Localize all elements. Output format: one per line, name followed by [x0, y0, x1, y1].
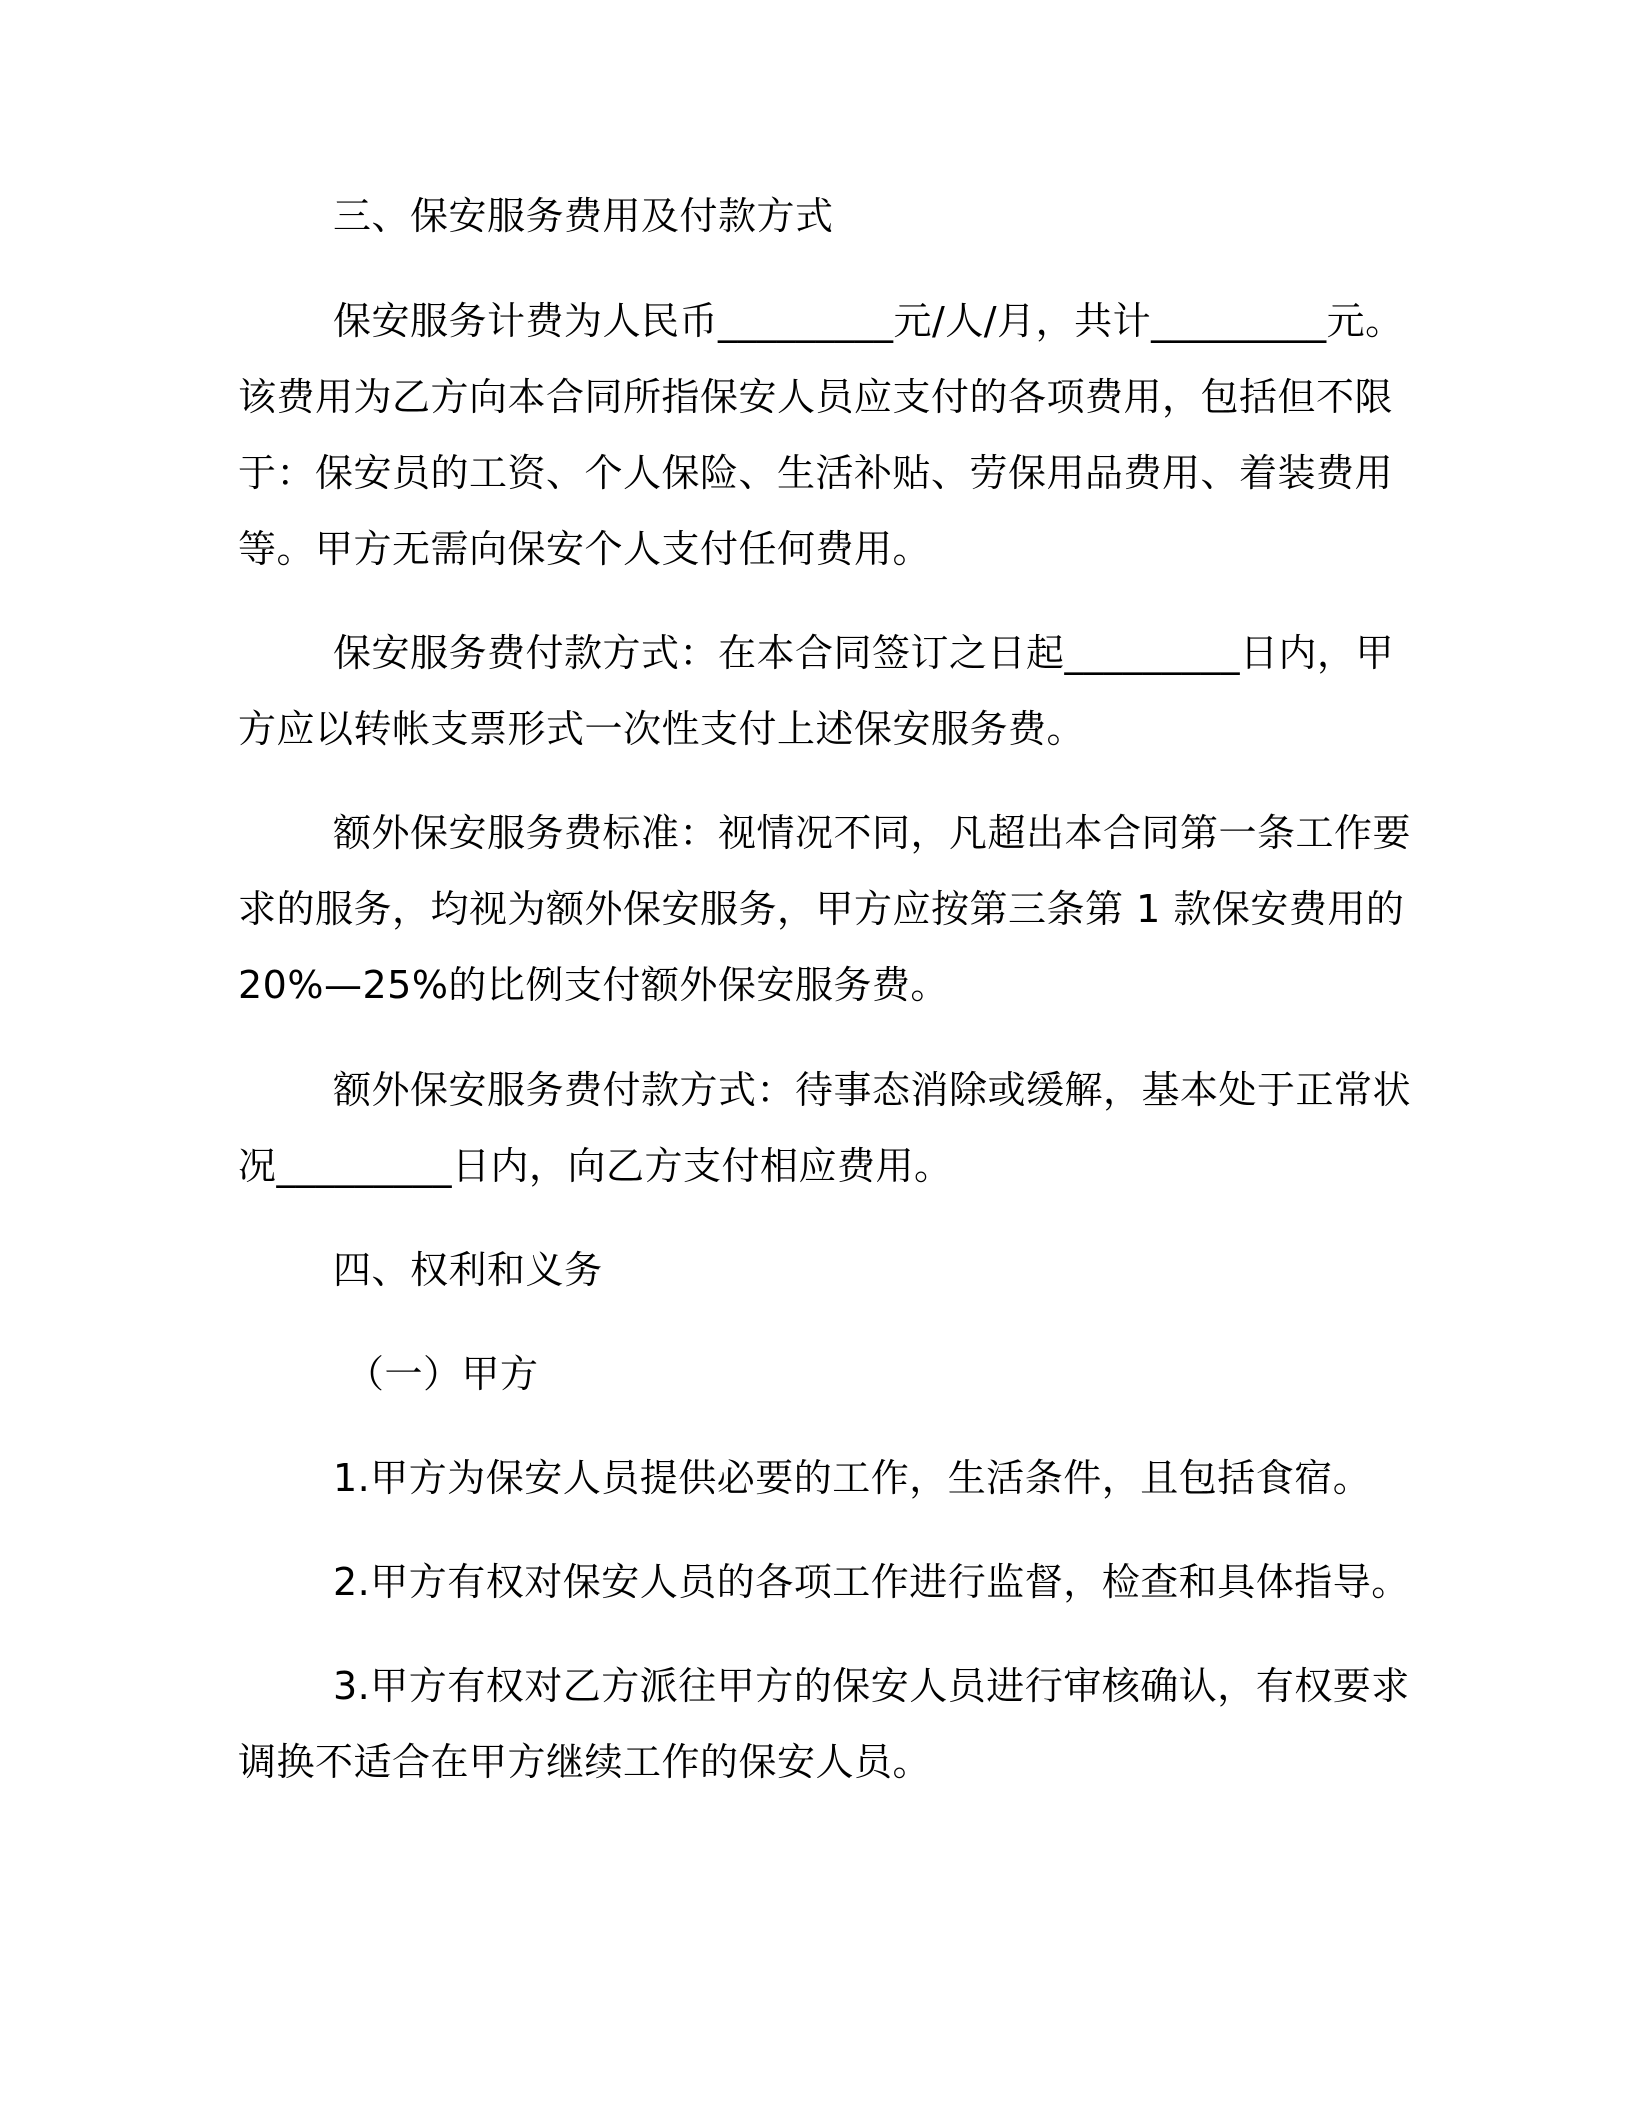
item-3-line-2: 调换不适合在甲方继续工作的保安人员。 — [238, 1740, 932, 1784]
extra-payment-line-1: 额外保安服务费付款方式：待事态消除或缓解，基本处于正常状 — [333, 1068, 1412, 1112]
extra-payment-line-2: 况_________日内，向乙方支付相应费用。 — [238, 1144, 953, 1188]
fee-line-3: 于：保安员的工资、个人保险、生活补贴、劳保用品费用、着装费用 — [238, 451, 1394, 495]
payment-line-2: 方应以转帐支票形式一次性支付上述保安服务费。 — [238, 707, 1086, 751]
extra-standard-line-2: 求的服务，均视为额外保安服务，甲方应按第三条第 1 款保安费用的 — [238, 887, 1405, 931]
item-3-line-1: 3.甲方有权对乙方派往甲方的保安人员进行审核确认，有权要求 — [333, 1664, 1410, 1708]
party-a-item-1: 1.甲方为保安人员提供必要的工作，生活条件，且包括食宿。 — [333, 1456, 1372, 1500]
extra-standard-line-3: 20%—25%的比例支付额外保安服务费。 — [238, 963, 949, 1007]
section-3-heading: 三、保安服务费用及付款方式 — [333, 194, 834, 238]
section-4-heading: 四、权利和义务 — [333, 1248, 603, 1292]
party-a-subheading: （一）甲方 — [346, 1352, 539, 1396]
party-a-item-2: 2.甲方有权对保安人员的各项工作进行监督，检查和具体指导。 — [333, 1560, 1410, 1604]
extra-standard-line-1: 额外保安服务费标准：视情况不同，凡超出本合同第一条工作要 — [333, 811, 1412, 855]
payment-line-1: 保安服务费付款方式：在本合同签订之日起_________日内，甲 — [333, 631, 1395, 675]
fee-line-1: 保安服务计费为人民币_________元/人/月，共计_________元。 — [333, 299, 1404, 343]
fee-line-4: 等。甲方无需向保安个人支付任何费用。 — [238, 527, 932, 571]
fee-line-2: 该费用为乙方向本合同所指保安人员应支付的各项费用，包括但不限 — [238, 375, 1394, 419]
